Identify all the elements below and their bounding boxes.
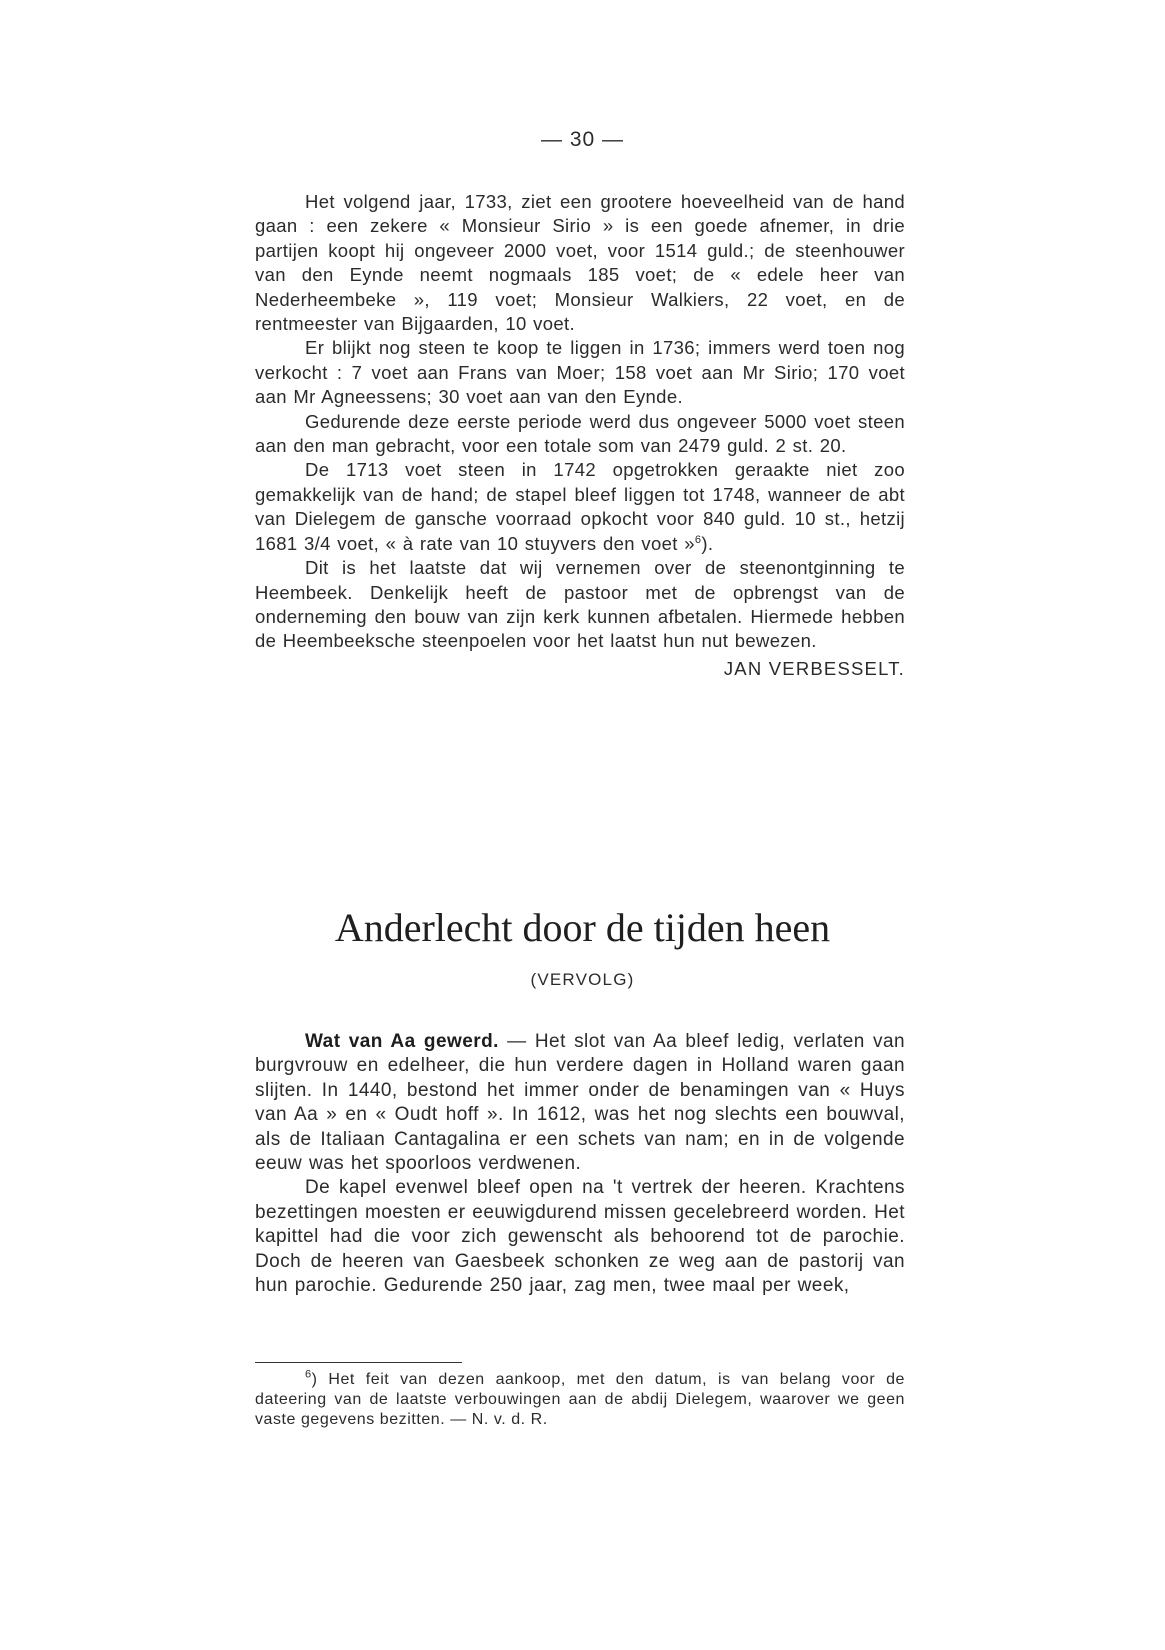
paragraph-with-lead [255, 1030, 905, 1176]
author-signature: JAN VERBESSELT. [723, 657, 905, 679]
section-lead: Wat van Aa gewerd. [305, 1031, 499, 1052]
paragraph-with-footnote-ref [255, 458, 905, 556]
footnote-divider [255, 1362, 462, 1363]
paragraph: Dit is het laatste dat wij vernemen over de steenontginning te Heembeek. Denkelijk heeft de pastoor met de opbrengst van de onderneming den bouw van zijn kerk kunnen afbetalen. Hiermede hebben de Heembeeksche steenpoelen voor het laatst hun nut bewezen. [255, 557, 905, 652]
paragraph: Gedurende deze eerste periode werd dus ongeveer 5000 voet steen aan den man gebracht, voor een totale som van 2479 guld. 2 st. 20. [255, 410, 905, 457]
page-number: — 30 — [540, 128, 625, 151]
paragraph-tail: ). [701, 532, 714, 554]
second-article-body [255, 1030, 905, 1298]
paragraph: Er blijkt nog steen te koop te liggen in 1736; immers werd toen nog verkocht : 7 voet aan Frans van Moer; 158 voet aan Mr Sirio; 170 voet aan Mr Agneessens; 30 voet aan van den Eynde. [255, 337, 905, 408]
article-title: Anderlecht door de tijden heen [334, 905, 831, 950]
paragraph-text: — Het slot van Aa bleef ledig, verlaten van burgvrouw en edelheer, die hun verdere dagen in Holland waren gaan slijten. In 1440, bestond het immer onder de benamingen van « Huys van Aa » en « Oudt hoff ». In 1612, was het nog slechts een bouwval, als de Italiaan Cantagalina er een schets van nam; en in de volgende eeuw was het spoorloos verdwenen. [255, 1031, 905, 1175]
footnote-text: ) Het feit van dezen aankoop, met den datum, is van belang voor de dateering van de laatste verbouwingen aan de abdij Dielegem, waarover we geen vaste gegevens bezitten. — N. v. d. R. [255, 1371, 905, 1428]
footnote [255, 1370, 905, 1430]
paragraph: Het volgend jaar, 1733, ziet een grootere hoeveelheid van de hand gaan : een zekere « Monsieur Sirio » is een goede afnemer, in drie partijen koopt hij ongeveer 2000 voet, voor 1514 guld.; de steenhouwer van den Eynde neemt nogmaals 185 voet; de « edele heer van Nederheembeke », 119 voet; Monsieur Walkiers, 22 voet, en de rentmeester van Bijgaarden, 10 voet. [255, 191, 905, 335]
footnote-reference[interactable]: 6 [694, 533, 702, 546]
paragraph-text: De 1713 voet steen in 1742 opgetrokken geraakte niet zoo gemakkelijk van de hand; de stapel bleef liggen tot 1748, wanneer de abt van Dielegem de gansche voorraad opkocht voor 840 guld. 10 st., hetzij 1681 3/4 voet, « à rate van 10 stuyvers den voet » [255, 459, 905, 554]
paragraph: De kapel evenwel bleef open na 't vertrek der heeren. Krachtens bezettingen moesten er eeuwigdurend missen gecelebreerd worden. Het kapittel had die voor zich gewenscht als behoorend tot de parochie. Doch de heeren van Gaesbeek schonken ze weg aan de pastorij van hun parochie. Gedurende 250 jaar, zag men, twee maal per week, [255, 1177, 905, 1297]
article-subtitle: (VERVOLG) [530, 970, 635, 989]
footnote-marker: 6 [305, 1368, 312, 1381]
first-article-body [255, 190, 905, 682]
